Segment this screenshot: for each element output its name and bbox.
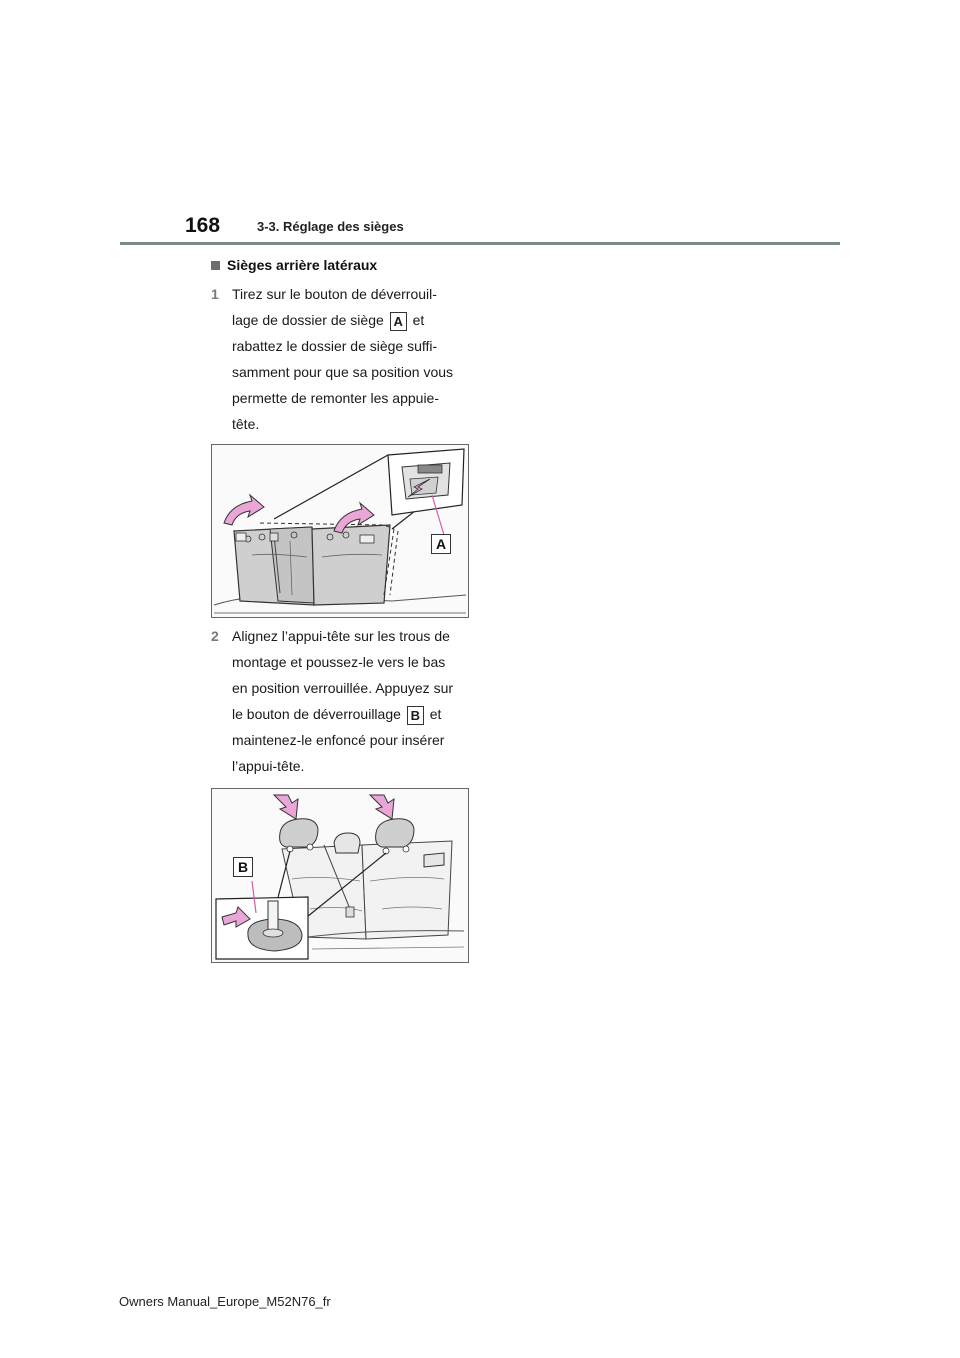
step-line: Alignez l’appui-tête sur les trous de (232, 628, 450, 644)
key-label-a: A (390, 312, 407, 331)
section-title: 3-3. Réglage des sièges (257, 219, 404, 234)
step-line: maintenez-le enfoncé pour insérer (232, 732, 445, 748)
page-number: 168 (185, 214, 221, 237)
step-line: en position verrouillée. Appuyez sur (232, 680, 454, 696)
step-text: et (429, 706, 442, 722)
square-bullet-icon (211, 261, 220, 270)
step-1 (211, 281, 491, 437)
callout-a: A (431, 534, 451, 554)
callout-b: B (233, 857, 253, 877)
step-line-with-key (211, 701, 491, 727)
key-label-b: B (407, 706, 424, 725)
header-divider (120, 242, 840, 245)
step-2 (211, 623, 491, 779)
seatback-release-drawing (212, 445, 468, 617)
subheading-text: Sièges arrière latéraux (227, 257, 378, 273)
subheading (211, 257, 377, 273)
step-line: rabattez le dossier de siège suffi- (232, 338, 438, 354)
headrest-install-illustration (211, 788, 469, 963)
seatback-release-illustration (211, 444, 469, 618)
step-line: tête. (232, 416, 260, 432)
footer-manual-id: Owners Manual_Europe_M52N76_fr (119, 1294, 331, 1309)
step-line: Tirez sur le bouton de déverrouil- (232, 286, 437, 302)
step-line: montage et poussez-le vers le bas (232, 654, 446, 670)
step-text: et (412, 312, 425, 328)
step-line: samment pour que sa position vous (232, 364, 454, 380)
step-text: lage de dossier de siège (232, 312, 384, 328)
step-number: 1 (211, 286, 219, 302)
step-line: permette de remonter les appuie- (232, 390, 439, 406)
step-line-with-key (211, 307, 491, 333)
step-line: l’appui-tête. (232, 758, 305, 774)
step-number: 2 (211, 628, 219, 644)
step-text: le bouton de déverrouillage (232, 706, 401, 722)
